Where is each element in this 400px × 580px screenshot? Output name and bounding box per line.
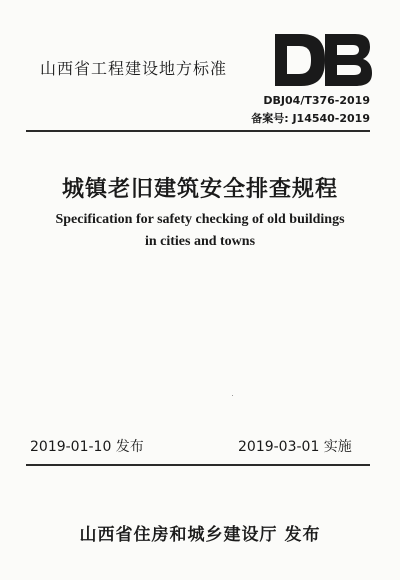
- title-chinese: 城镇老旧建筑安全排查规程: [61, 177, 338, 202]
- bottom-divider: [26, 464, 370, 466]
- standard-type-label: 山西省工程建设地方标准: [40, 59, 228, 78]
- implement-date: 2019-03-01 实施: [238, 439, 352, 455]
- top-divider: [26, 130, 370, 132]
- title-english-line2: in cities and towns: [144, 234, 256, 249]
- title-english-line1: Specification for safety checking of old buildings: [55, 212, 345, 227]
- issue-date: 2019-01-10 发布: [30, 439, 144, 455]
- record-number: 备案号: J14540-2019: [251, 112, 370, 125]
- publisher: 山西省住房和城乡建设厅 发布: [79, 525, 321, 545]
- db-logo: [273, 30, 373, 90]
- paper-speck: [232, 395, 233, 396]
- standard-number: DBJ04/T376-2019: [263, 94, 370, 107]
